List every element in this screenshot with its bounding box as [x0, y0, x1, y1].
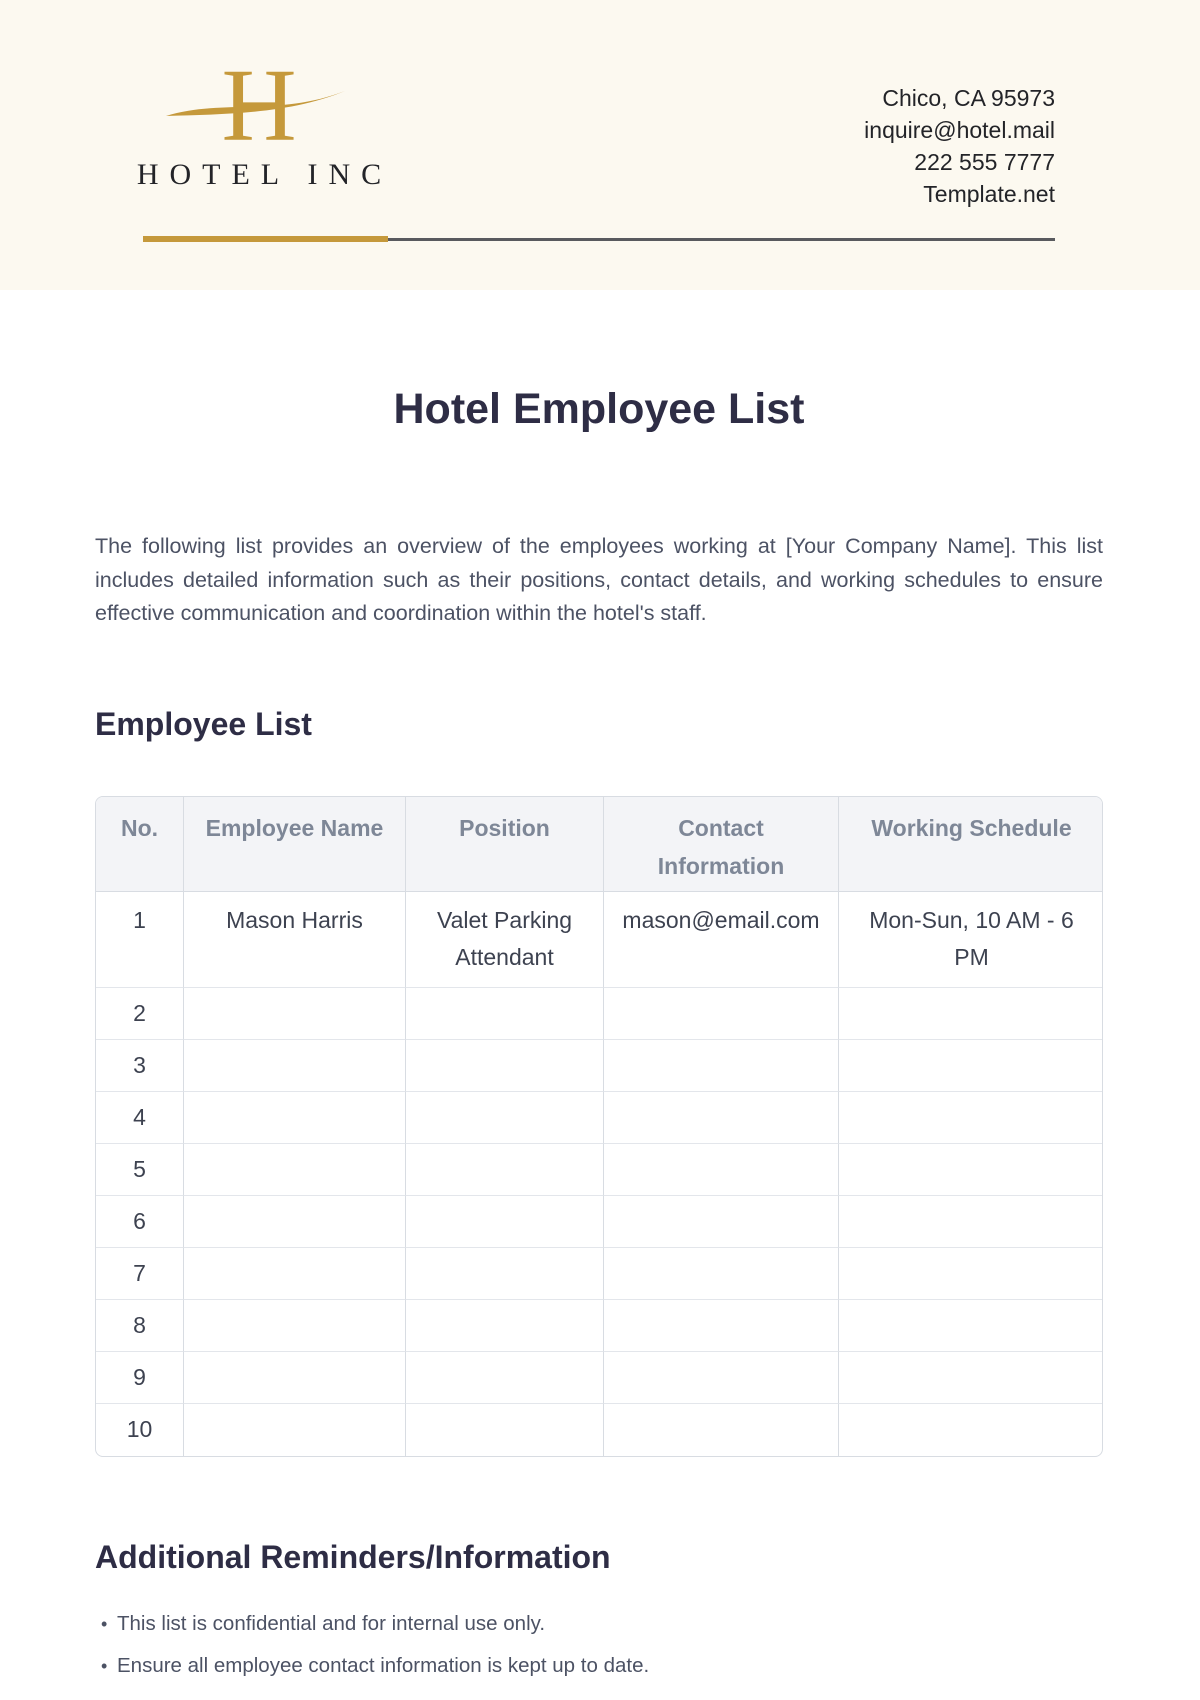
- cell-name: Mason Harris: [184, 892, 406, 988]
- table-header-row: [96, 797, 1103, 892]
- cell-name: [184, 1144, 406, 1196]
- col-header-schedule: Working Schedule: [839, 797, 1103, 892]
- cell-position: [406, 988, 604, 1040]
- cell-contact: [604, 988, 839, 1040]
- cell-name: [184, 988, 406, 1040]
- cell-no: 8: [96, 1300, 184, 1352]
- cell-schedule: [839, 1092, 1103, 1144]
- cell-name: [184, 1300, 406, 1352]
- contact-block: [864, 82, 1055, 210]
- reminders-heading: Additional Reminders/Information: [95, 1538, 611, 1575]
- cell-contact: [604, 1196, 839, 1248]
- col-header-position: Position: [406, 797, 604, 892]
- table-row: [96, 1092, 1103, 1144]
- cell-no: 7: [96, 1248, 184, 1300]
- cell-schedule: [839, 988, 1103, 1040]
- col-header-contact-label: Contact Information: [657, 814, 785, 879]
- cell-no: 2: [96, 988, 184, 1040]
- cell-schedule: [839, 1196, 1103, 1248]
- cell-schedule: [839, 1248, 1103, 1300]
- logo-name: HOTEL INC: [136, 158, 393, 191]
- logo-monogram-icon: [134, 52, 384, 156]
- table-row: [96, 1248, 1103, 1300]
- document-body: [95, 385, 1103, 1681]
- cell-position: [406, 1196, 604, 1248]
- cell-no: 10: [96, 1404, 184, 1456]
- cell-schedule: [839, 1300, 1103, 1352]
- cell-position: [406, 1144, 604, 1196]
- cell-schedule: [839, 1404, 1103, 1456]
- table-row: [96, 1300, 1103, 1352]
- reminders-list: [95, 1609, 1103, 1681]
- cell-no: 1: [96, 892, 184, 988]
- cell-position: Valet Parking Attendant: [406, 892, 604, 988]
- reminder-item: • Ensure all employee contact information is kept up to date.: [95, 1651, 1103, 1681]
- cell-no: 6: [96, 1196, 184, 1248]
- col-header-contact: [604, 797, 839, 892]
- cell-contact: [604, 1404, 839, 1456]
- cell-name: [184, 1352, 406, 1404]
- cell-name: [184, 1040, 406, 1092]
- cell-no: 4: [96, 1092, 184, 1144]
- cell-name: [184, 1196, 406, 1248]
- cell-position: [406, 1404, 604, 1456]
- cell-position: [406, 1040, 604, 1092]
- cell-contact: [604, 1248, 839, 1300]
- cell-name: [184, 1092, 406, 1144]
- cell-position: [406, 1352, 604, 1404]
- contact-line-email: inquire@hotel.mail: [864, 117, 1055, 143]
- page-title: Hotel Employee List: [393, 385, 805, 433]
- cell-no: 5: [96, 1144, 184, 1196]
- hotel-logo: [124, 52, 394, 192]
- table-row: [96, 988, 1103, 1040]
- contact-line-phone: 222 555 7777: [914, 149, 1055, 175]
- cell-position: [406, 1248, 604, 1300]
- letterhead: [0, 0, 1200, 290]
- table-row: [96, 1196, 1103, 1248]
- cell-contact: [604, 1092, 839, 1144]
- cell-name: [184, 1248, 406, 1300]
- table-row: [96, 892, 1103, 988]
- contact-line-website: Template.net: [923, 181, 1055, 207]
- cell-contact: [604, 1144, 839, 1196]
- cell-schedule: [839, 1352, 1103, 1404]
- cell-schedule: Mon-Sun, 10 AM - 6 PM: [839, 892, 1103, 988]
- employee-table: [96, 797, 1103, 1456]
- cell-contact: [604, 1300, 839, 1352]
- table-row: [96, 1352, 1103, 1404]
- divider-dark-segment: [388, 238, 1055, 241]
- table-row: [96, 1404, 1103, 1456]
- cell-contact: mason@email.com: [604, 892, 839, 988]
- cell-no: 3: [96, 1040, 184, 1092]
- table-row: [96, 1144, 1103, 1196]
- col-header-name: Employee Name: [184, 797, 406, 892]
- employee-table-container: [95, 796, 1103, 1457]
- cell-position: [406, 1300, 604, 1352]
- cell-schedule: [839, 1040, 1103, 1092]
- table-row: [96, 1040, 1103, 1092]
- cell-position: [406, 1092, 604, 1144]
- header-divider: [143, 236, 1055, 242]
- cell-schedule: [839, 1144, 1103, 1196]
- divider-gold-segment: [143, 236, 388, 242]
- cell-contact: [604, 1352, 839, 1404]
- col-header-no: No.: [96, 797, 184, 892]
- contact-line-city: Chico, CA 95973: [882, 85, 1055, 111]
- reminder-item: • This list is confidential and for internal use only.: [95, 1609, 1103, 1639]
- intro-paragraph: The following list provides an overview of the employees working at [Your Company Name]. This list includes detailed information such as their positions, contact details, and working schedules to ensure effective communication and coordination within the hotel's staff.: [95, 534, 1103, 625]
- svg-text:H: H: [221, 52, 297, 156]
- cell-contact: [604, 1040, 839, 1092]
- employee-list-heading: Employee List: [95, 705, 312, 742]
- cell-no: 9: [96, 1352, 184, 1404]
- cell-name: [184, 1404, 406, 1456]
